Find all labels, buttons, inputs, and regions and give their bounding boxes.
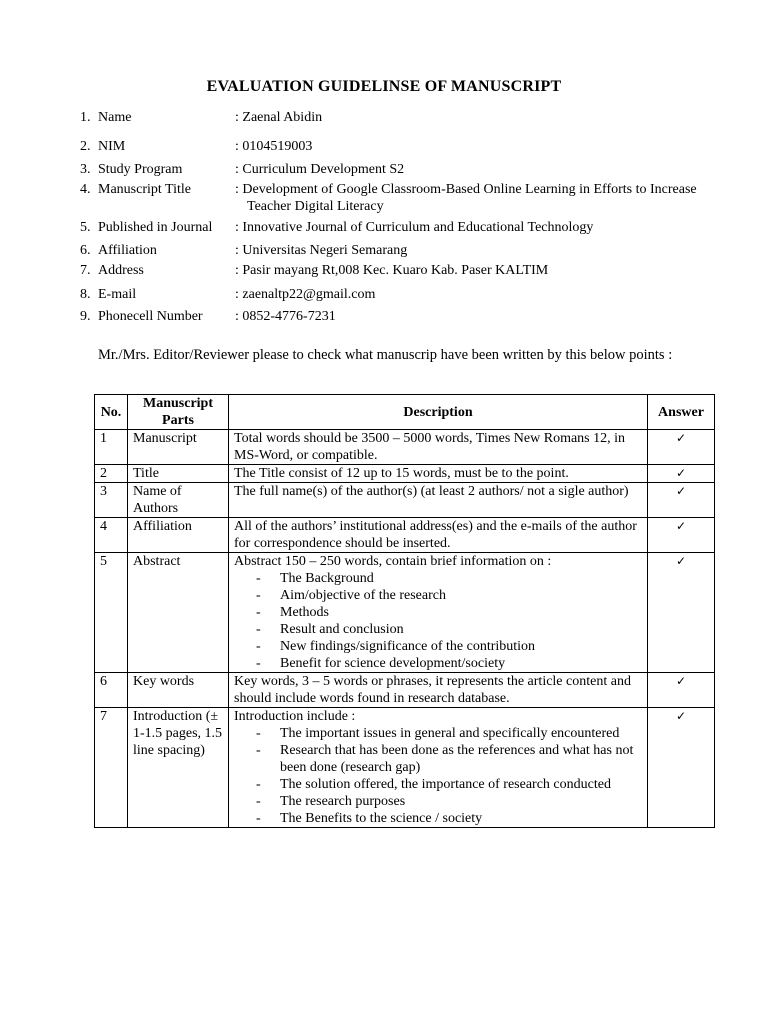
info-number: 3.: [80, 162, 91, 177]
info-value: [235, 109, 735, 126]
table-row: [95, 430, 715, 465]
checkmark-icon: ✓: [675, 466, 687, 480]
info-value: [235, 262, 735, 279]
description-text: Abstract 150 – 250 words, contain brief information on :: [234, 554, 552, 569]
row-manuscript-part: Manuscript: [128, 430, 229, 465]
row-number: 4: [95, 518, 128, 553]
description-bullet: - The Background: [234, 570, 642, 587]
info-label: Published in Journal: [98, 220, 213, 235]
row-answer: [648, 465, 715, 483]
table-row: [95, 673, 715, 708]
table-row: [95, 708, 715, 828]
description-text: Total words should be 3500 – 5000 words, Times New Romans 12, in MS-Word, or compatible.: [234, 431, 626, 463]
header-answer: Answer: [648, 395, 715, 430]
info-value-text: : 0104519003: [235, 139, 313, 154]
row-manuscript-part: Key words: [128, 673, 229, 708]
row-answer: [648, 518, 715, 553]
info-value-text: : Pasir mayang Rt,008 Kec. Kuaro Kab. Paser KALTIM: [235, 263, 549, 278]
checkmark-icon: ✓: [675, 709, 687, 723]
info-number: 8.: [80, 287, 91, 302]
description-bullet: - Aim/objective of the research: [234, 587, 642, 604]
info-number: 7.: [80, 263, 91, 278]
description-bullet: - New findings/significance of the contribution: [234, 638, 642, 655]
info-number: 1.: [80, 110, 91, 125]
info-value-text: : Innovative Journal of Curriculum and Educational Technology: [235, 220, 594, 235]
description-bullet: - Research that has been done as the references and what has not been done (research gap): [234, 742, 642, 776]
info-label: Address: [98, 263, 144, 278]
description-bullet: - Benefit for science development/society: [234, 655, 642, 672]
row-answer: [648, 430, 715, 465]
info-label: Manuscript Title: [98, 182, 191, 197]
table-row: [95, 553, 715, 673]
header-description: Description: [229, 395, 648, 430]
info-number: 9.: [80, 309, 91, 324]
table-row: [95, 465, 715, 483]
row-description: [229, 673, 648, 708]
row-number: 7: [95, 708, 128, 828]
info-label: E-mail: [98, 287, 137, 302]
description-text: The Title consist of 12 up to 15 words, must be to the point.: [234, 466, 569, 481]
info-number: 4.: [80, 182, 91, 197]
row-description: [229, 430, 648, 465]
checkmark-icon: ✓: [675, 484, 687, 498]
evaluation-table: [94, 394, 715, 828]
row-answer: [648, 673, 715, 708]
description-bullet-list: [234, 570, 642, 672]
description-text: Key words, 3 – 5 words or phrases, it represents the article content and should include words found in research database.: [234, 674, 631, 706]
row-manuscript-part: Introduction (± 1-1.5 pages, 1.5 line spacing): [128, 708, 229, 828]
description-bullet: - The Benefits to the science / society: [234, 810, 642, 827]
info-label: Phonecell Number: [98, 309, 203, 324]
row-number: 1: [95, 430, 128, 465]
description-bullet: - The important issues in general and specifically encountered: [234, 725, 642, 742]
info-value-text: : Curriculum Development S2: [235, 162, 405, 177]
row-description: [229, 465, 648, 483]
info-value: [235, 219, 735, 236]
description-bullet: - The research purposes: [234, 793, 642, 810]
row-description: [229, 553, 648, 673]
row-answer: [648, 708, 715, 828]
checkmark-icon: ✓: [675, 674, 687, 688]
info-value: [235, 181, 735, 215]
table-body: [95, 430, 715, 828]
info-label: NIM: [98, 139, 126, 154]
header-no: No.: [95, 395, 128, 430]
row-answer: [648, 553, 715, 673]
table-row: [95, 518, 715, 553]
row-number: 2: [95, 465, 128, 483]
row-manuscript-part: Affiliation: [128, 518, 229, 553]
info-number: 5.: [80, 220, 91, 235]
info-value-text: : 0852-4776-7231: [235, 309, 336, 324]
description-text: The full name(s) of the author(s) (at least 2 authors/ not a sigle author): [234, 484, 629, 499]
info-number: 6.: [80, 243, 91, 258]
checkmark-icon: ✓: [675, 554, 687, 568]
info-value: [235, 138, 735, 155]
row-description: [229, 518, 648, 553]
instruction-text: Mr./Mrs. Editor/Reviewer please to check what manuscrip have been written by this below points :: [98, 347, 673, 363]
info-value-text: : Development of Google Classroom-Based Online Learning in Efforts to Increase: [235, 182, 697, 197]
description-bullet: - Methods: [234, 604, 642, 621]
description-bullet-list: [234, 725, 642, 827]
info-number: 2.: [80, 139, 91, 154]
description-bullet: - The solution offered, the importance of research conducted: [234, 776, 642, 793]
info-label: Name: [98, 110, 132, 125]
info-value: [235, 286, 735, 303]
row-number: 5: [95, 553, 128, 673]
description-text: Introduction include :: [234, 709, 356, 724]
description-bullet: - Result and conclusion: [234, 621, 642, 638]
row-manuscript-part: Title: [128, 465, 229, 483]
row-description: [229, 483, 648, 518]
info-value-continuation: Teacher Digital Literacy: [247, 199, 384, 214]
row-description: [229, 708, 648, 828]
checkmark-icon: ✓: [675, 431, 687, 445]
info-value-text: : Zaenal Abidin: [235, 110, 323, 125]
row-number: 6: [95, 673, 128, 708]
row-number: 3: [95, 483, 128, 518]
document-title: EVALUATION GUIDELINSE OF MANUSCRIPT: [206, 78, 562, 95]
row-manuscript-part: Abstract: [128, 553, 229, 673]
row-manuscript-part: Name of Authors: [128, 483, 229, 518]
table-header-row: [95, 395, 715, 430]
header-manuscript-parts: Manuscript Parts: [128, 395, 229, 430]
info-value: [235, 308, 735, 325]
checkmark-icon: ✓: [675, 519, 687, 533]
description-text: All of the authors’ institutional address(es) and the e-mails of the author for correspondence should be inserted.: [234, 519, 637, 551]
info-value-text: : zaenaltp22@gmail.com: [235, 287, 376, 302]
table-row: [95, 483, 715, 518]
info-value-text: : Universitas Negeri Semarang: [235, 243, 408, 258]
info-value: [235, 242, 735, 259]
info-value: [235, 161, 735, 178]
info-label: Study Program: [98, 162, 183, 177]
row-answer: [648, 483, 715, 518]
info-label: Affiliation: [98, 243, 157, 258]
